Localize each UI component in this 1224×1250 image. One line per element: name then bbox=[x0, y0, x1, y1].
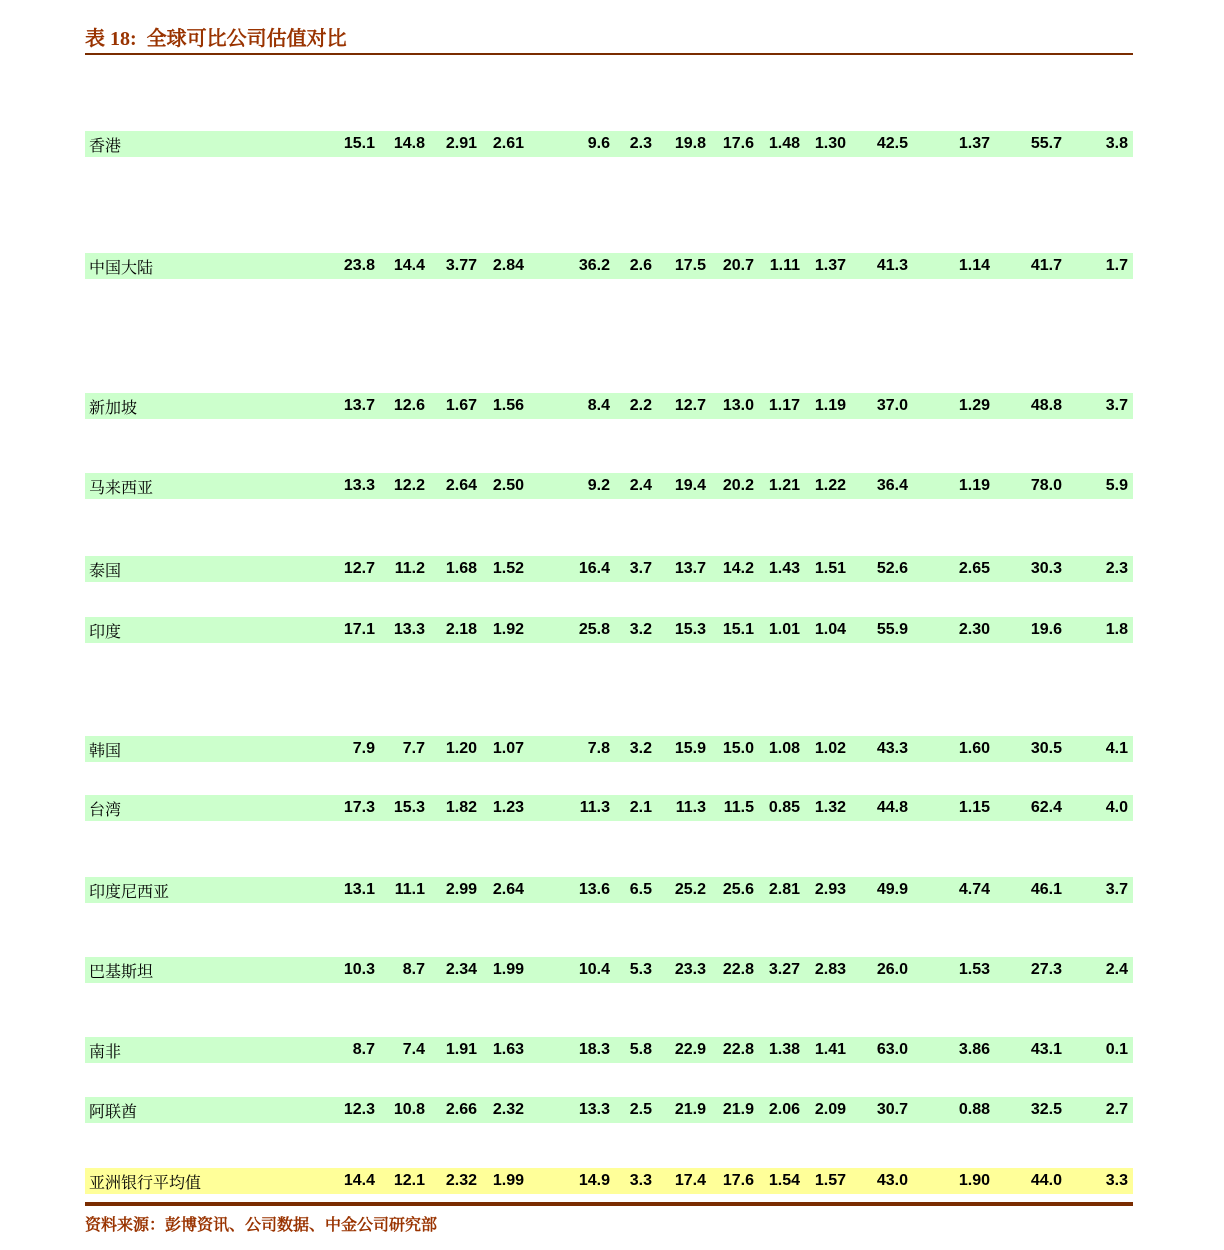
cell-value: 1.32 bbox=[814, 799, 846, 816]
row-label: 巴基斯坦 bbox=[89, 963, 154, 981]
cell-value: 25.8 bbox=[578, 621, 610, 638]
source-note: 资料来源：彭博资讯、公司数据、中金公司研究部 bbox=[85, 1217, 438, 1234]
cell-value: 2.6 bbox=[629, 257, 652, 274]
cell-value: 2.1 bbox=[629, 799, 652, 816]
cell-value: 21.9 bbox=[674, 1101, 706, 1118]
cell-value: 13.7 bbox=[674, 560, 706, 577]
cell-value: 12.1 bbox=[393, 1172, 425, 1189]
cell-value: 15.3 bbox=[674, 621, 706, 638]
cell-value: 41.3 bbox=[876, 257, 908, 274]
cell-value: 23.8 bbox=[343, 257, 375, 274]
cell-value: 15.0 bbox=[722, 740, 754, 757]
row-label: 亚洲银行平均值 bbox=[89, 1174, 202, 1192]
cell-value: 22.8 bbox=[722, 1041, 754, 1058]
cell-value: 2.91 bbox=[445, 135, 477, 152]
row-label: 韩国 bbox=[89, 742, 122, 760]
cell-value: 3.7 bbox=[629, 560, 652, 577]
cell-value: 20.7 bbox=[722, 257, 754, 274]
cell-value: 1.7 bbox=[1105, 257, 1128, 274]
cell-value: 46.1 bbox=[1030, 881, 1062, 898]
row-label: 阿联酋 bbox=[89, 1103, 138, 1121]
cell-value: 13.0 bbox=[722, 397, 754, 414]
cell-value: 1.30 bbox=[814, 135, 846, 152]
cell-value: 5.8 bbox=[629, 1041, 652, 1058]
cell-value: 2.32 bbox=[492, 1101, 524, 1118]
cell-value: 1.67 bbox=[445, 397, 477, 414]
table-row-pakistan bbox=[85, 957, 1133, 983]
cell-value: 2.64 bbox=[445, 477, 477, 494]
cell-value: 13.3 bbox=[343, 477, 375, 494]
cell-value: 1.15 bbox=[958, 799, 990, 816]
cell-value: 11.3 bbox=[579, 799, 610, 816]
table-row-hong-kong bbox=[85, 131, 1133, 157]
cell-value: 7.7 bbox=[402, 740, 425, 757]
cell-value: 52.6 bbox=[876, 560, 908, 577]
cell-value: 62.4 bbox=[1030, 799, 1062, 816]
row-label: 新加坡 bbox=[89, 399, 138, 417]
cell-value: 13.3 bbox=[393, 621, 425, 638]
cell-value: 49.9 bbox=[876, 881, 908, 898]
cell-value: 13.7 bbox=[343, 397, 375, 414]
cell-value: 1.56 bbox=[492, 397, 524, 414]
cell-value: 14.4 bbox=[343, 1172, 375, 1189]
cell-value: 1.92 bbox=[492, 621, 524, 638]
row-label: 印度尼西亚 bbox=[89, 883, 170, 901]
cell-value: 2.3 bbox=[1105, 560, 1128, 577]
cell-value: 3.3 bbox=[1105, 1172, 1128, 1189]
cell-value: 7.9 bbox=[352, 740, 375, 757]
cell-value: 42.5 bbox=[876, 135, 908, 152]
cell-value: 27.3 bbox=[1030, 961, 1062, 978]
table-row-mainland-china bbox=[85, 253, 1133, 279]
cell-value: 1.08 bbox=[768, 740, 800, 757]
cell-value: 19.4 bbox=[674, 477, 706, 494]
row-label: 台湾 bbox=[89, 801, 122, 819]
cell-value: 1.91 bbox=[445, 1041, 477, 1058]
cell-value: 25.2 bbox=[674, 881, 706, 898]
cell-value: 1.51 bbox=[814, 560, 846, 577]
cell-value: 2.7 bbox=[1105, 1101, 1128, 1118]
cell-value: 11.1 bbox=[394, 881, 425, 898]
cell-value: 1.37 bbox=[958, 135, 990, 152]
cell-value: 11.5 bbox=[723, 799, 754, 816]
cell-value: 17.6 bbox=[722, 1172, 754, 1189]
cell-value: 1.19 bbox=[958, 477, 990, 494]
cell-value: 1.38 bbox=[768, 1041, 800, 1058]
table-row-uae bbox=[85, 1097, 1133, 1123]
cell-value: 1.68 bbox=[445, 560, 477, 577]
cell-value: 8.7 bbox=[352, 1041, 375, 1058]
cell-value: 48.8 bbox=[1030, 397, 1062, 414]
cell-value: 1.48 bbox=[768, 135, 800, 152]
cell-value: 1.82 bbox=[445, 799, 477, 816]
cell-value: 5.3 bbox=[629, 961, 652, 978]
cell-value: 1.57 bbox=[814, 1172, 846, 1189]
cell-value: 4.1 bbox=[1105, 740, 1128, 757]
cell-value: 8.7 bbox=[402, 961, 425, 978]
cell-value: 0.1 bbox=[1105, 1041, 1128, 1058]
cell-value: 2.5 bbox=[629, 1101, 652, 1118]
table-row-indonesia bbox=[85, 877, 1133, 903]
cell-value: 2.84 bbox=[492, 257, 524, 274]
cell-value: 15.1 bbox=[722, 621, 754, 638]
source-rule bbox=[85, 1202, 1133, 1206]
cell-value: 1.53 bbox=[958, 961, 990, 978]
table-row-thailand bbox=[85, 556, 1133, 582]
cell-value: 2.32 bbox=[445, 1172, 477, 1189]
cell-value: 2.30 bbox=[958, 621, 990, 638]
cell-value: 78.0 bbox=[1030, 477, 1062, 494]
cell-value: 14.8 bbox=[393, 135, 425, 152]
cell-value: 12.3 bbox=[343, 1101, 375, 1118]
table-row-india bbox=[85, 617, 1133, 643]
cell-value: 63.0 bbox=[876, 1041, 908, 1058]
cell-value: 2.61 bbox=[492, 135, 524, 152]
cell-value: 1.19 bbox=[814, 397, 846, 414]
table-row-korea bbox=[85, 736, 1133, 762]
cell-value: 15.9 bbox=[674, 740, 706, 757]
cell-value: 2.3 bbox=[629, 135, 652, 152]
row-label: 马来西亚 bbox=[89, 479, 154, 497]
cell-value: 2.18 bbox=[445, 621, 477, 638]
cell-value: 1.02 bbox=[814, 740, 846, 757]
cell-value: 3.2 bbox=[629, 621, 652, 638]
cell-value: 2.06 bbox=[768, 1101, 800, 1118]
cell-value: 1.20 bbox=[445, 740, 477, 757]
cell-value: 1.14 bbox=[958, 257, 990, 274]
table-row-singapore bbox=[85, 393, 1133, 419]
cell-value: 9.2 bbox=[587, 477, 610, 494]
cell-value: 2.83 bbox=[814, 961, 846, 978]
cell-value: 11.2 bbox=[394, 560, 425, 577]
cell-value: 2.4 bbox=[1105, 961, 1128, 978]
cell-value: 2.4 bbox=[629, 477, 652, 494]
cell-value: 12.7 bbox=[674, 397, 706, 414]
cell-value: 18.3 bbox=[578, 1041, 610, 1058]
cell-value: 17.3 bbox=[343, 799, 375, 816]
row-label: 香港 bbox=[89, 137, 122, 155]
cell-value: 10.8 bbox=[393, 1101, 425, 1118]
cell-value: 22.9 bbox=[674, 1041, 706, 1058]
cell-value: 43.0 bbox=[876, 1172, 908, 1189]
cell-value: 14.9 bbox=[578, 1172, 610, 1189]
row-label: 泰国 bbox=[89, 562, 122, 580]
cell-value: 37.0 bbox=[876, 397, 908, 414]
cell-value: 36.4 bbox=[876, 477, 908, 494]
cell-value: 11.3 bbox=[675, 799, 706, 816]
cell-value: 43.3 bbox=[876, 740, 908, 757]
cell-value: 2.65 bbox=[958, 560, 990, 577]
cell-value: 10.3 bbox=[343, 961, 375, 978]
cell-value: 0.88 bbox=[958, 1101, 990, 1118]
cell-value: 20.2 bbox=[722, 477, 754, 494]
cell-value: 1.8 bbox=[1105, 621, 1128, 638]
cell-value: 22.8 bbox=[722, 961, 754, 978]
cell-value: 7.8 bbox=[587, 740, 610, 757]
cell-value: 2.34 bbox=[445, 961, 477, 978]
table-row-south-africa bbox=[85, 1037, 1133, 1063]
cell-value: 1.41 bbox=[814, 1041, 846, 1058]
cell-value: 4.74 bbox=[958, 881, 990, 898]
cell-value: 55.9 bbox=[876, 621, 908, 638]
cell-value: 1.17 bbox=[768, 397, 800, 414]
cell-value: 13.1 bbox=[343, 881, 375, 898]
cell-value: 2.2 bbox=[629, 397, 652, 414]
cell-value: 1.54 bbox=[768, 1172, 800, 1189]
cell-value: 14.4 bbox=[393, 257, 425, 274]
cell-value: 7.4 bbox=[402, 1041, 425, 1058]
table-row-malaysia bbox=[85, 473, 1133, 499]
cell-value: 3.86 bbox=[958, 1041, 990, 1058]
cell-value: 32.5 bbox=[1030, 1101, 1062, 1118]
cell-value: 3.27 bbox=[768, 961, 800, 978]
cell-value: 1.29 bbox=[958, 397, 990, 414]
cell-value: 15.1 bbox=[343, 135, 375, 152]
table-row-asia-bank-average bbox=[85, 1168, 1133, 1194]
cell-value: 12.6 bbox=[393, 397, 425, 414]
cell-value: 1.63 bbox=[492, 1041, 524, 1058]
cell-value: 17.4 bbox=[674, 1172, 706, 1189]
cell-value: 2.64 bbox=[492, 881, 524, 898]
cell-value: 13.3 bbox=[578, 1101, 610, 1118]
cell-value: 19.8 bbox=[674, 135, 706, 152]
cell-value: 1.23 bbox=[492, 799, 524, 816]
cell-value: 25.6 bbox=[722, 881, 754, 898]
cell-value: 44.8 bbox=[876, 799, 908, 816]
cell-value: 4.0 bbox=[1105, 799, 1128, 816]
title-rule bbox=[85, 53, 1133, 55]
cell-value: 1.99 bbox=[492, 1172, 524, 1189]
cell-value: 14.2 bbox=[722, 560, 754, 577]
cell-value: 2.99 bbox=[445, 881, 477, 898]
cell-value: 3.7 bbox=[1105, 397, 1128, 414]
cell-value: 1.21 bbox=[768, 477, 800, 494]
cell-value: 1.52 bbox=[492, 560, 524, 577]
cell-value: 1.43 bbox=[768, 560, 800, 577]
cell-value: 19.6 bbox=[1030, 621, 1062, 638]
cell-value: 2.09 bbox=[814, 1101, 846, 1118]
cell-value: 17.6 bbox=[722, 135, 754, 152]
cell-value: 36.2 bbox=[578, 257, 610, 274]
row-label: 中国大陆 bbox=[89, 259, 154, 277]
cell-value: 1.37 bbox=[814, 257, 846, 274]
cell-value: 2.81 bbox=[768, 881, 800, 898]
cell-value: 1.99 bbox=[492, 961, 524, 978]
row-label: 南非 bbox=[89, 1043, 122, 1061]
cell-value: 2.66 bbox=[445, 1101, 477, 1118]
cell-value: 1.90 bbox=[958, 1172, 990, 1189]
cell-value: 5.9 bbox=[1105, 477, 1128, 494]
cell-value: 44.0 bbox=[1030, 1172, 1062, 1189]
cell-value: 55.7 bbox=[1030, 135, 1062, 152]
row-label: 印度 bbox=[89, 623, 122, 641]
cell-value: 0.85 bbox=[768, 799, 800, 816]
cell-value: 17.1 bbox=[343, 621, 375, 638]
cell-value: 3.2 bbox=[629, 740, 652, 757]
cell-value: 23.3 bbox=[674, 961, 706, 978]
table-title: 表 18: 全球可比公司估值对比 bbox=[85, 28, 347, 50]
cell-value: 3.7 bbox=[1105, 881, 1128, 898]
table-row-taiwan bbox=[85, 795, 1133, 821]
cell-value: 26.0 bbox=[876, 961, 908, 978]
cell-value: 12.2 bbox=[393, 477, 425, 494]
cell-value: 3.77 bbox=[445, 257, 477, 274]
cell-value: 3.8 bbox=[1105, 135, 1128, 152]
cell-value: 43.1 bbox=[1030, 1041, 1062, 1058]
cell-value: 16.4 bbox=[578, 560, 610, 577]
cell-value: 6.5 bbox=[629, 881, 652, 898]
cell-value: 12.7 bbox=[343, 560, 375, 577]
cell-value: 10.4 bbox=[578, 961, 610, 978]
cell-value: 9.6 bbox=[587, 135, 610, 152]
cell-value: 21.9 bbox=[722, 1101, 754, 1118]
cell-value: 15.3 bbox=[393, 799, 425, 816]
cell-value: 1.22 bbox=[814, 477, 846, 494]
cell-value: 1.01 bbox=[768, 621, 800, 638]
cell-value: 3.3 bbox=[629, 1172, 652, 1189]
cell-value: 30.5 bbox=[1030, 740, 1062, 757]
cell-value: 2.93 bbox=[814, 881, 846, 898]
cell-value: 30.3 bbox=[1030, 560, 1062, 577]
cell-value: 8.4 bbox=[587, 397, 610, 414]
cell-value: 30.7 bbox=[876, 1101, 908, 1118]
cell-value: 1.04 bbox=[814, 621, 846, 638]
cell-value: 1.11 bbox=[769, 257, 800, 274]
cell-value: 1.07 bbox=[492, 740, 524, 757]
cell-value: 1.60 bbox=[958, 740, 990, 757]
cell-value: 41.7 bbox=[1030, 257, 1062, 274]
cell-value: 2.50 bbox=[492, 477, 524, 494]
cell-value: 13.6 bbox=[578, 881, 610, 898]
cell-value: 17.5 bbox=[674, 257, 706, 274]
